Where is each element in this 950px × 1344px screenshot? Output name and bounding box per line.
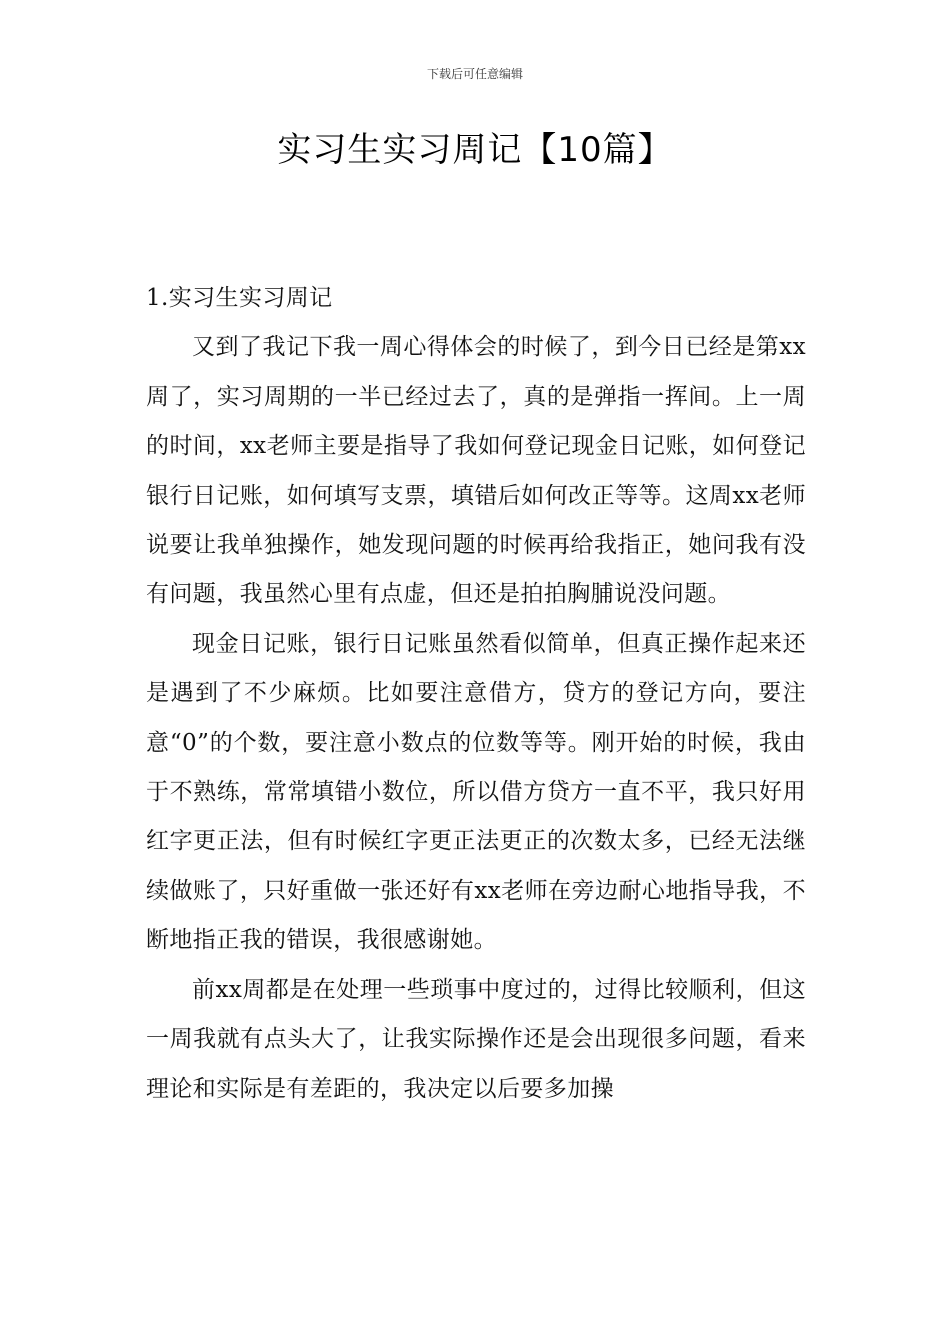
paragraph: 前xx周都是在处理一些琐事中度过的，过得比较顺利，但这一周我就有点头大了，让我实际操作还是会出现很多问题，看来理论和实际是有差距的，我决定以后要多加操 (146, 976, 806, 1102)
header-note: 下载后可任意编辑 (426, 67, 523, 81)
section-heading: 1.实习生实习周记 (146, 285, 333, 311)
paragraph: 现金日记账，银行日记账虽然看似简单，但真正操作起来还是遇到了不少麻烦。比如要注意借方，贷方的登记方向，要注意“0”的个数，要注意小数点的位数等等。刚开始的时候，我由于不熟练，常常填错小数位，所以借方贷方一直不平，我只好用红字更正法，但有时候红字更正法更正的次数太多，已经无法继续做账了，只好重做一张还好有xx老师在旁边耐心地指导我，不断地指正我的错误，我很感谢她。 (146, 630, 806, 954)
paragraph: 又到了我记下我一周心得体会的时候了，到今日已经是第xx周了，实习周期的一半已经过去了，真的是弹指一挥间。上一周的时间，xx老师主要是指导了我如何登记现金日记账，如何登记银行日记账，如何填写支票，填错后如何改正等等。这周xx老师说要让我单独操作，她发现问题的时候再给我指正，她问我有没有问题，我虽然心里有点虚，但还是拍拍胸脯说没问题。 (146, 334, 806, 608)
document-title: 实习生实习周记【10篇】 (277, 130, 673, 170)
document-body (146, 274, 806, 1114)
